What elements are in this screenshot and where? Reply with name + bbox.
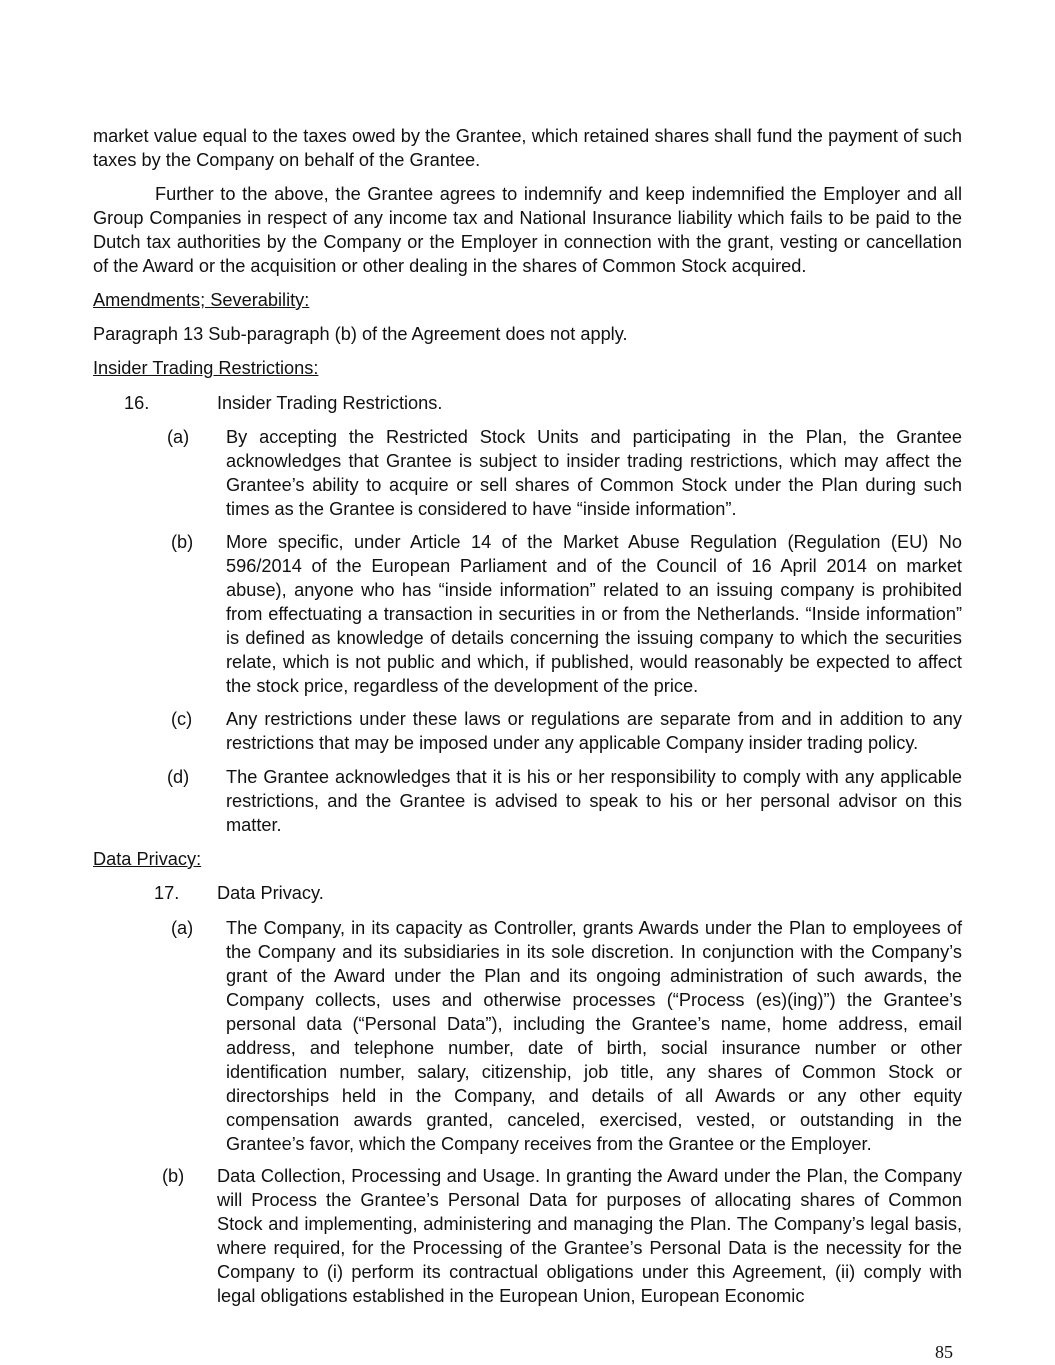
item-label: (c) [171, 709, 193, 729]
heading-data-privacy: Data Privacy: [93, 849, 202, 869]
item-text: Any restrictions under these laws or regulations are separate from and in addition to any restrictions that may be imposed under any applicable Company insider trading policy. [226, 709, 962, 753]
paragraph-indemnify: Further to the above, the Grantee agrees to indemnify and keep indemnified the Employer and all Group Companies in respect of any income tax and National Insurance liability which fails to be paid to the Dutch tax authorities by the Company or the Employer in connection with the grant, vesting or cancellation of the Award or the acquisition or other dealing in the shares of Common Stock acquired. [93, 184, 962, 276]
item-label: (d) [167, 767, 190, 787]
item-text: Data Collection, Processing and Usage. In granting the Award under the Plan, the Company will Process the Grantee’s Personal Data for purposes of allocating shares of Common Stock and implementing, administering and managing the Plan. The Company’s legal basis, where required, for the Processing of the Grantee’s Personal Data is the necessity for the Company to (i) perform its contractual obligations under this Agreement, (ii) comply with legal obligations established in the European Union, European Economic [217, 1166, 962, 1306]
item-text: The Company, in its capacity as Controller, grants Awards under the Plan to employees of the Company and its subsidiaries in its sole discretion. In conjunction with the Company’s grant of the Award under the Plan and its ongoing administration of such awards, the Company collects, uses and otherwise processes (“Process (es)(ing)”) the Grantee’s personal data (“Personal Data”), including the Grantee’s name, home address, email address, and telephone number, date of birth, social insurance number or other identification number, salary, citizenship, job title, any shares of Common Stock or directorships held in the Company, and details of all Awards or any other equity compensation awards granted, canceled, exercised, vested, or outstanding in the Grantee’s favor, which the Company receives from the Grantee or the Employer. [226, 918, 962, 1154]
paragraph-amendments: Paragraph 13 Sub-paragraph (b) of the Agreement does not apply. [93, 324, 628, 344]
item-label: (b) [171, 532, 194, 552]
section-number-16: 16. [124, 393, 150, 413]
heading-amendments: Amendments; Severability: [93, 290, 310, 310]
heading-insider-trading: Insider Trading Restrictions: [93, 358, 319, 378]
section-number-17: 17. [154, 883, 180, 903]
item-label: (a) [167, 427, 190, 447]
item-text: By accepting the Restricted Stock Units and participating in the Plan, the Grantee acknowledges that Grantee is subject to insider trading restrictions, which may affect the Grantee’s ability to acquire or sell shares of Common Stock under the Plan during such times as the Grantee is considered to have “inside information”. [226, 427, 962, 519]
item-label: (b) [162, 1166, 185, 1186]
item-text: More specific, under Article 14 of the Market Abuse Regulation (Regulation (EU) No 596/2014 of the European Parliament and of the Council of 16 April 2014 on market abuse), anyone who has “inside information” related to an issuing company is prohibited from effectuating a transaction in securities in or from the Netherlands. “Inside information” is defined as knowledge of details concerning the issuing company to which the securities relate, which is not public and which, if published, would reasonably be expected to affect the stock price, regardless of the development of the price. [226, 532, 962, 696]
item-text: The Grantee acknowledges that it is his or her responsibility to comply with any applicable restrictions, and the Grantee is advised to speak to his or her personal advisor on this matter. [226, 767, 962, 835]
section-title-insider-trading: Insider Trading Restrictions. [217, 393, 443, 413]
paragraph-tax-retention: market value equal to the taxes owed by the Grantee, which retained shares shall fund the payment of such taxes by the Company on behalf of the Grantee. [93, 126, 962, 170]
item-label: (a) [171, 918, 194, 938]
page-number: 85 [935, 1342, 953, 1362]
section-title-data-privacy: Data Privacy. [217, 883, 324, 903]
